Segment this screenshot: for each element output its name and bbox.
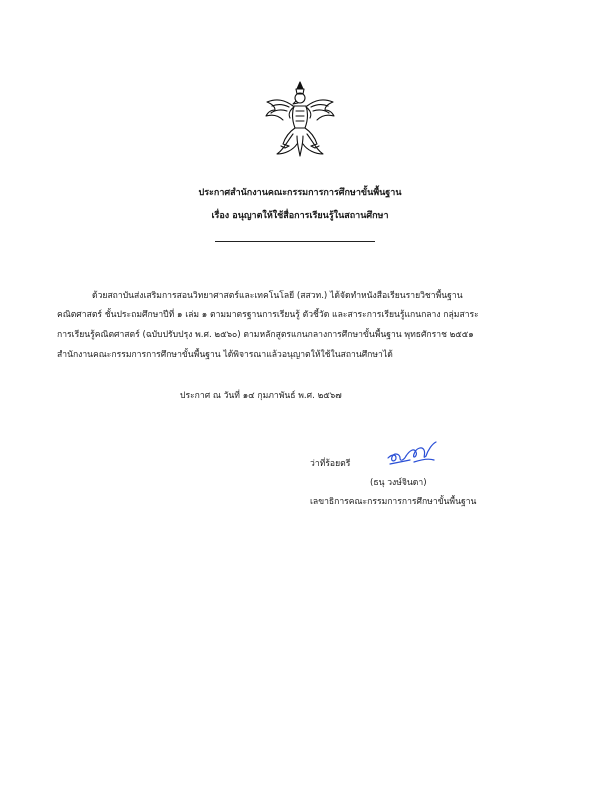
signatory-title: เลขาธิการคณะกรรมการการศึกษาขั้นพื้นฐาน: [310, 497, 477, 507]
announcement-title: ประกาศสำนักงานคณะกรรมการการศึกษาขั้นพื้นฐาน: [198, 188, 402, 198]
body-paragraph-line: สำนักงานคณะกรรมการการศึกษาขั้นพื้นฐาน ได้พิจารณาแล้วอนุญาตให้ใช้ในสถานศึกษาได้: [57, 350, 393, 360]
header-divider: [215, 241, 375, 242]
signatory-name: (ธนุ วงษ์จินดา): [370, 478, 427, 488]
body-paragraph-line: คณิตศาสตร์ ชั้นประถมศึกษาปีที่ ๑ เล่ม ๑ ตามมาตรฐานการเรียนรู้ ตัวชี้วัด และสาระการเรียนรู้แกนกลาง กลุ่มสาระ: [57, 310, 479, 320]
signatory-rank: ว่าที่ร้อยตรี: [310, 459, 351, 469]
announcement-date: ประกาศ ณ วันที่ ๑๔ กุมภาพันธ์ พ.ศ. ๒๕๖๗: [180, 391, 342, 401]
body-paragraph-line: การเรียนรู้คณิตศาสตร์ (ฉบับปรับปรุง พ.ศ. ๒๕๖๐) ตามหลักสูตรแกนกลางการศึกษาขั้นพื้นฐาน พุทธศักราช ๒๕๕๑: [57, 330, 474, 340]
handwritten-signature: [384, 440, 440, 470]
announcement-subject: เรื่อง อนุญาตให้ใช้สื่อการเรียนรู้ในสถานศึกษา: [211, 211, 389, 221]
garuda-emblem-icon: [263, 80, 337, 158]
body-paragraph-line: ด้วยสถาบันส่งเสริมการสอนวิทยาศาสตร์และเทคโนโลยี (สสวท.) ได้จัดทำหนังสือเรียนรายวิชาพื้นฐาน: [92, 291, 463, 301]
